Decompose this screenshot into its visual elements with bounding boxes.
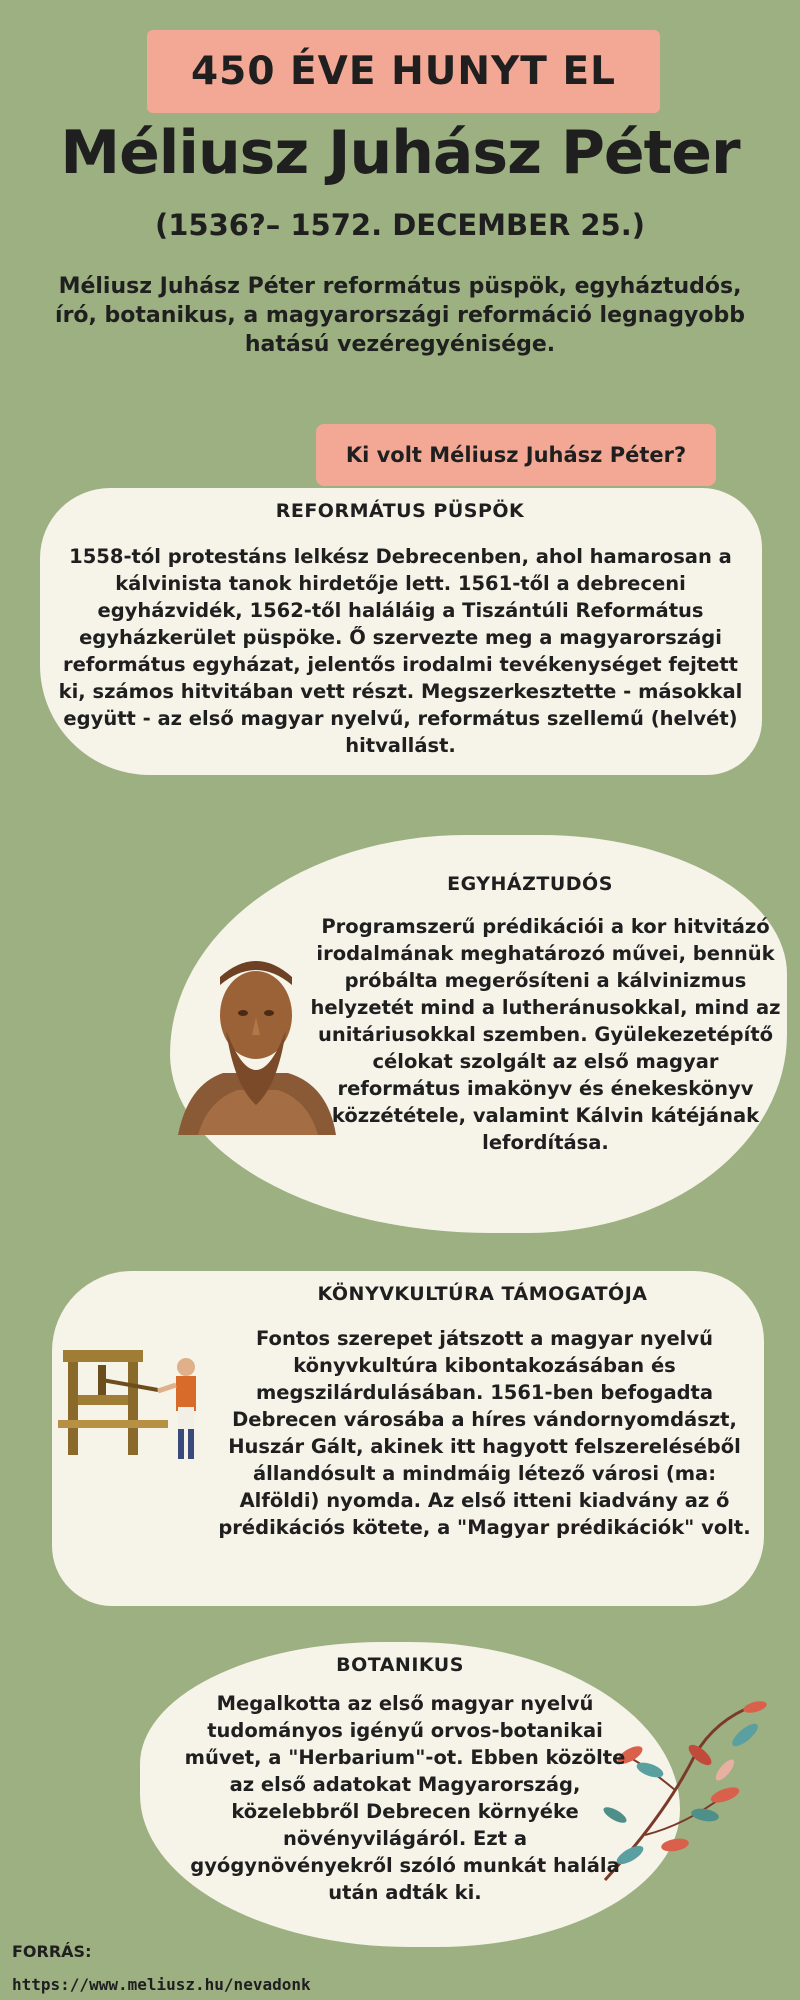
printing-press-icon	[58, 1345, 218, 1470]
banner-text: 450 ÉVE HUNYT EL	[191, 49, 616, 94]
section-heading: KÖNYVKULTÚRA TÁMOGATÓJA	[317, 1283, 648, 1305]
source-label: FORRÁS:	[12, 1942, 92, 1961]
question-badge	[316, 424, 716, 486]
section-text: Programszerű prédikációi a kor hitvitázó irodalmának meghatározó művei, bennük próbálta megerősíteni a kálvinizmus helyzetét mind a lutheránusokkal, mind az unitáriusokkal szemben. Gyülekezetépítő célokat szolgált az első magyar református imakönyv és énekeskönyv közzététele, valamint Kálvin kátéjának lefordítása.	[310, 915, 781, 1154]
question-text: Ki volt Méliusz Juhász Péter?	[345, 443, 687, 467]
section-text: Megalkotta az első magyar nyelvű tudományos igényű orvos-botanikai művet, a "Herbarium"-ot. Ebben közölte az első adatokat Magyarország, közelebbről Debrecen környéke növényvilágáról. Ezt a gyógynövényekről szóló munkát halála után adták ki.	[184, 1692, 626, 1904]
source-link[interactable]: https://www.meliusz.hu/nevadonk	[12, 1975, 311, 1994]
section-heading: EGYHÁZTUDÓS	[447, 873, 613, 895]
section-text: Fontos szerepet játszott a magyar nyelvű könyvkultúra kibontakozásában és megszilárdulásában. 1561-ben befogadta Debrecen városába a híres vándornyomdászt, Huszár Gált, akinek itt hagyott felszereléséből állandósult a mindmáig létező városi (ma: Alföldi) nyomda. Az első itteni kiadvány az ő prédikációs kötete, a "Magyar prédikációk" volt.	[218, 1327, 751, 1539]
page-title: Méliusz Juhász Péter	[60, 118, 740, 188]
section-heading: REFORMÁTUS PÜSPÖK	[275, 500, 525, 522]
intro-text: Méliusz Juhász Péter református püspök, egyháztudós, író, botanikus, a magyarországi reformáció legnagyobb hatású vezéregyénisége.	[55, 274, 745, 357]
section-text: 1558-tól protestáns lelkész Debrecenben, ahol hamarosan a kálvinista tanok hirdetője lett. 1561-től a debreceni egyházvidék, 1562-től haláláig a Tiszántúli Református egyházkerület püspöke. Ő szervezte meg a magyarországi református egyházat, jelentős irodalmi tevékenységet fejtett ki, számos hitvitában vett részt. Megszerkesztette - másokkal együtt - az első magyar nyelvű, református szellemű (helvét) hitvallást.	[58, 545, 743, 757]
title-banner	[147, 30, 660, 113]
section-heading: BOTANIKUS	[336, 1654, 464, 1676]
life-dates: (1536?– 1572. DECEMBER 25.)	[154, 208, 645, 242]
